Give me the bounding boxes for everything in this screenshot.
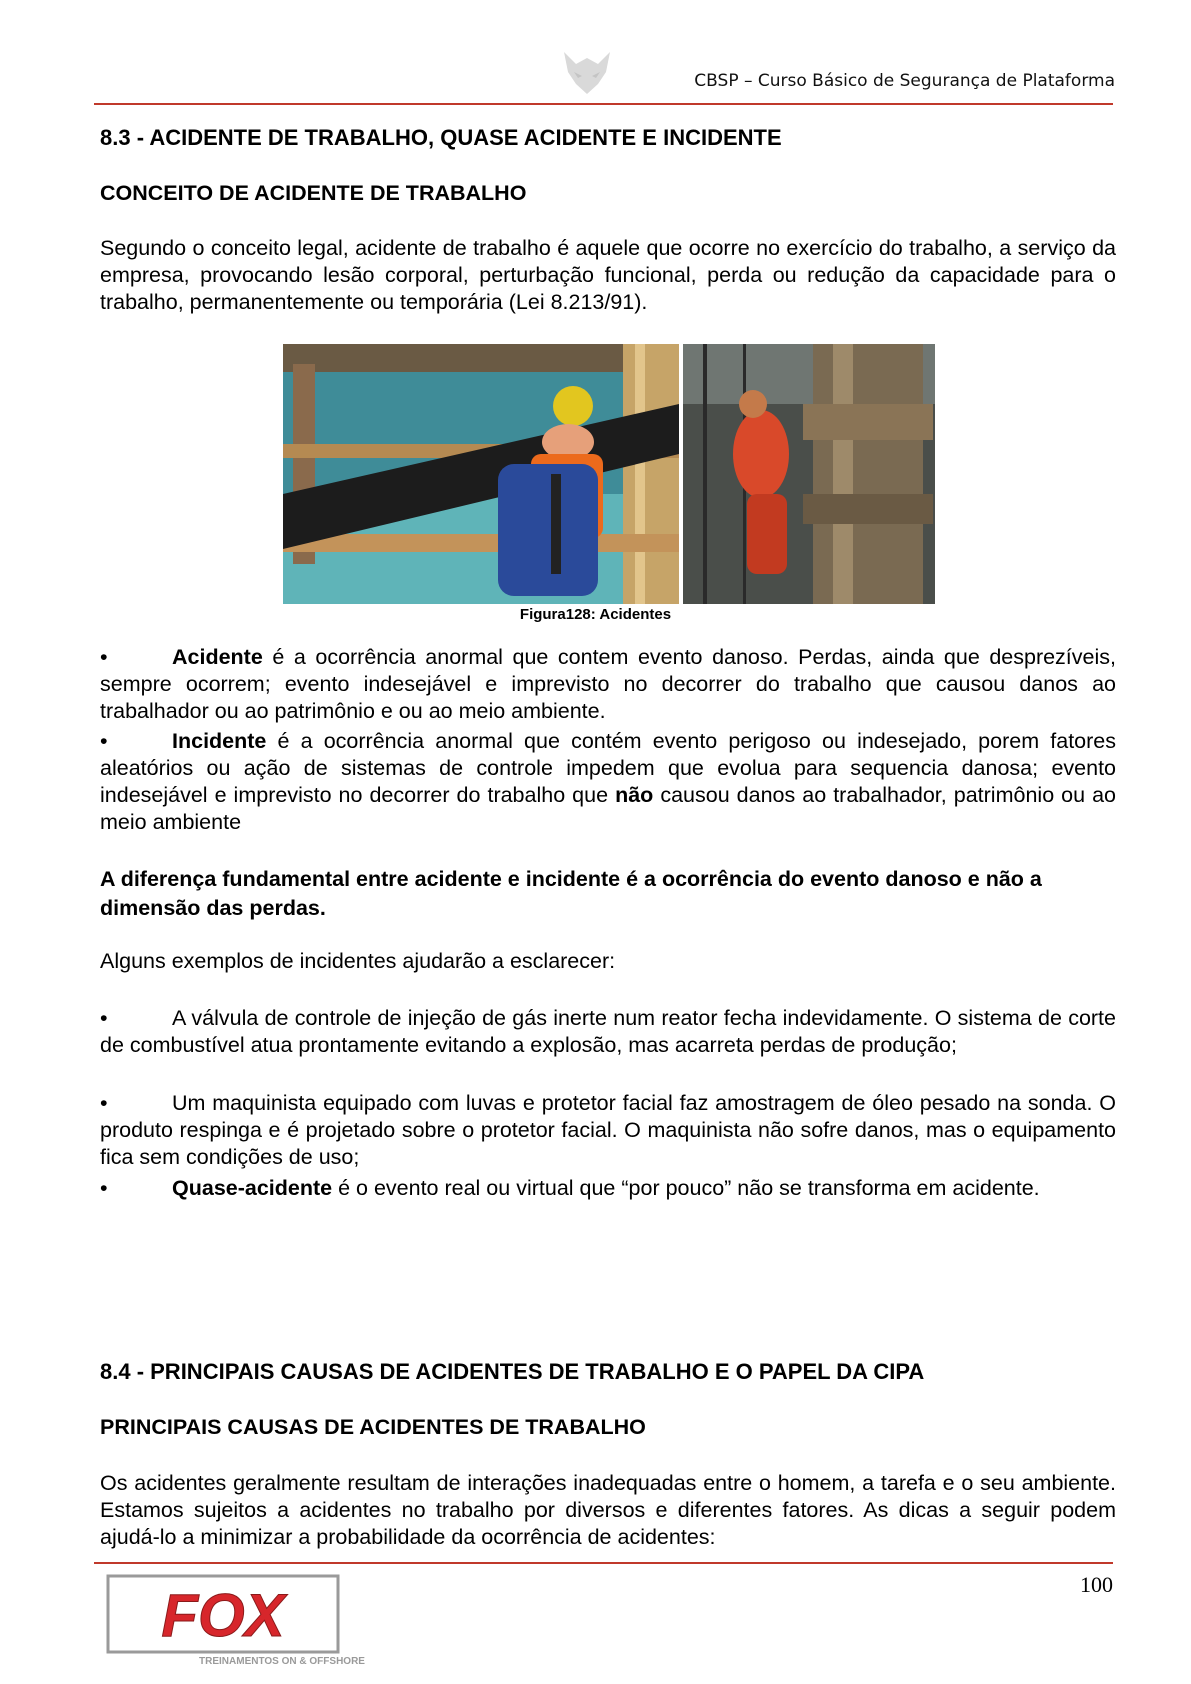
term-incidente: Incidente xyxy=(172,729,267,753)
figure-caption: Figura128: Acidentes xyxy=(519,606,672,623)
fox-logo xyxy=(106,1574,365,1668)
example-item-2: • Um maquinista equipado com luvas e protetor facial faz amostragem de óleo pesado na sonda. O produto respinga e é projetado sobre o protetor facial. O maquinista não sofre danos, mas o equipamento fica sem condições de uso; xyxy=(100,1091,1116,1169)
document-header-title: CBSP – Curso Básico de Segurança de Plataforma xyxy=(694,71,1115,91)
key-difference-statement: A diferença fundamental entre acidente e incidente é a ocorrência do evento danoso e não a dimensão das perdas. xyxy=(100,867,1042,920)
section-heading-8-3: 8.3 - ACIDENTE DE TRABALHO, QUASE ACIDENTE E INCIDENTE xyxy=(100,125,782,150)
examples-intro: Alguns exemplos de incidentes ajudarão a esclarecer: xyxy=(100,949,616,973)
page-number: 100 xyxy=(1080,1572,1113,1597)
causes-paragraph: Os acidentes geralmente resultam de interações inadequadas entre o homem, a tarefa e o seu ambiente. Estamos sujeitos a acidentes no trabalho por diversos e diferentes fatores. As dicas a seguir podem ajudá-lo a minimizar a probabilidade da ocorrência de acidentes: xyxy=(100,1471,1116,1549)
svg-text:TREINAMENTOS ON & OFFSHORE: TREINAMENTOS ON & OFFSHORE xyxy=(199,1656,365,1667)
footer-rule xyxy=(94,1562,1113,1564)
definition-quase-acidente: • Quase-acidente é o evento real ou virtual que “por pouco” não se transforma em acidente. xyxy=(100,1176,1040,1200)
photo-worker-climbing-riser xyxy=(683,344,935,604)
definition-acidente: • Acidente é a ocorrência anormal que contem evento danoso. Perdas, ainda que desprezíveis, sempre ocorrem; evento indesejável e imprevisto no decorrer do trabalho que causou danos ao trabalhador ou ao patrimônio e ou ao meio ambiente. xyxy=(100,645,1116,723)
bullet-icon: • xyxy=(100,645,108,669)
bullet-icon: • xyxy=(100,1176,108,1200)
section-heading-8-4: 8.4 - PRINCIPAIS CAUSAS DE ACIDENTES DE TRABALHO E O PAPEL DA CIPA xyxy=(100,1359,925,1384)
subheading-conceito: CONCEITO DE ACIDENTE DE TRABALHO xyxy=(100,181,527,205)
subheading-principais-causas: PRINCIPAIS CAUSAS DE ACIDENTES DE TRABALHO xyxy=(100,1415,646,1439)
concept-paragraph: Segundo o conceito legal, acidente de trabalho é aquele que ocorre no exercício do trabalho, a serviço da empresa, provocando lesão corporal, perturbação funcional, perda ou redução da capacidade para o trabalho, permanentemente ou temporária (Lei 8.213/91). xyxy=(100,236,1116,314)
svg-text:FOX: FOX xyxy=(161,1582,285,1649)
example-item-1: • A válvula de controle de injeção de gás inerte num reator fecha indevidamente. O sistema de corte de combustível atua prontamente evitando a explosão, mas acarreta perdas de produção; xyxy=(100,1006,1116,1057)
accident-figure xyxy=(283,344,935,604)
photo-worker-on-pipe xyxy=(283,344,679,604)
term-quase-acidente: Quase-acidente xyxy=(172,1176,333,1200)
term-acidente: Acidente xyxy=(172,645,263,669)
bullet-icon: • xyxy=(100,1006,108,1030)
definition-incidente: • Incidente é a ocorrência anormal que contém evento perigoso ou indesejado, porem fatores aleatórios ou ação de sistemas de controle impedem que evolua para sequencia danosa; evento indesejável e imprevisto no decorrer do trabalho que não causou danos ao trabalhador, patrimônio ou ao meio ambiente xyxy=(100,729,1117,834)
bullet-icon: • xyxy=(100,1091,108,1115)
bullet-icon: • xyxy=(100,729,108,753)
fox-watermark-icon xyxy=(560,50,614,96)
header-rule xyxy=(94,103,1113,105)
